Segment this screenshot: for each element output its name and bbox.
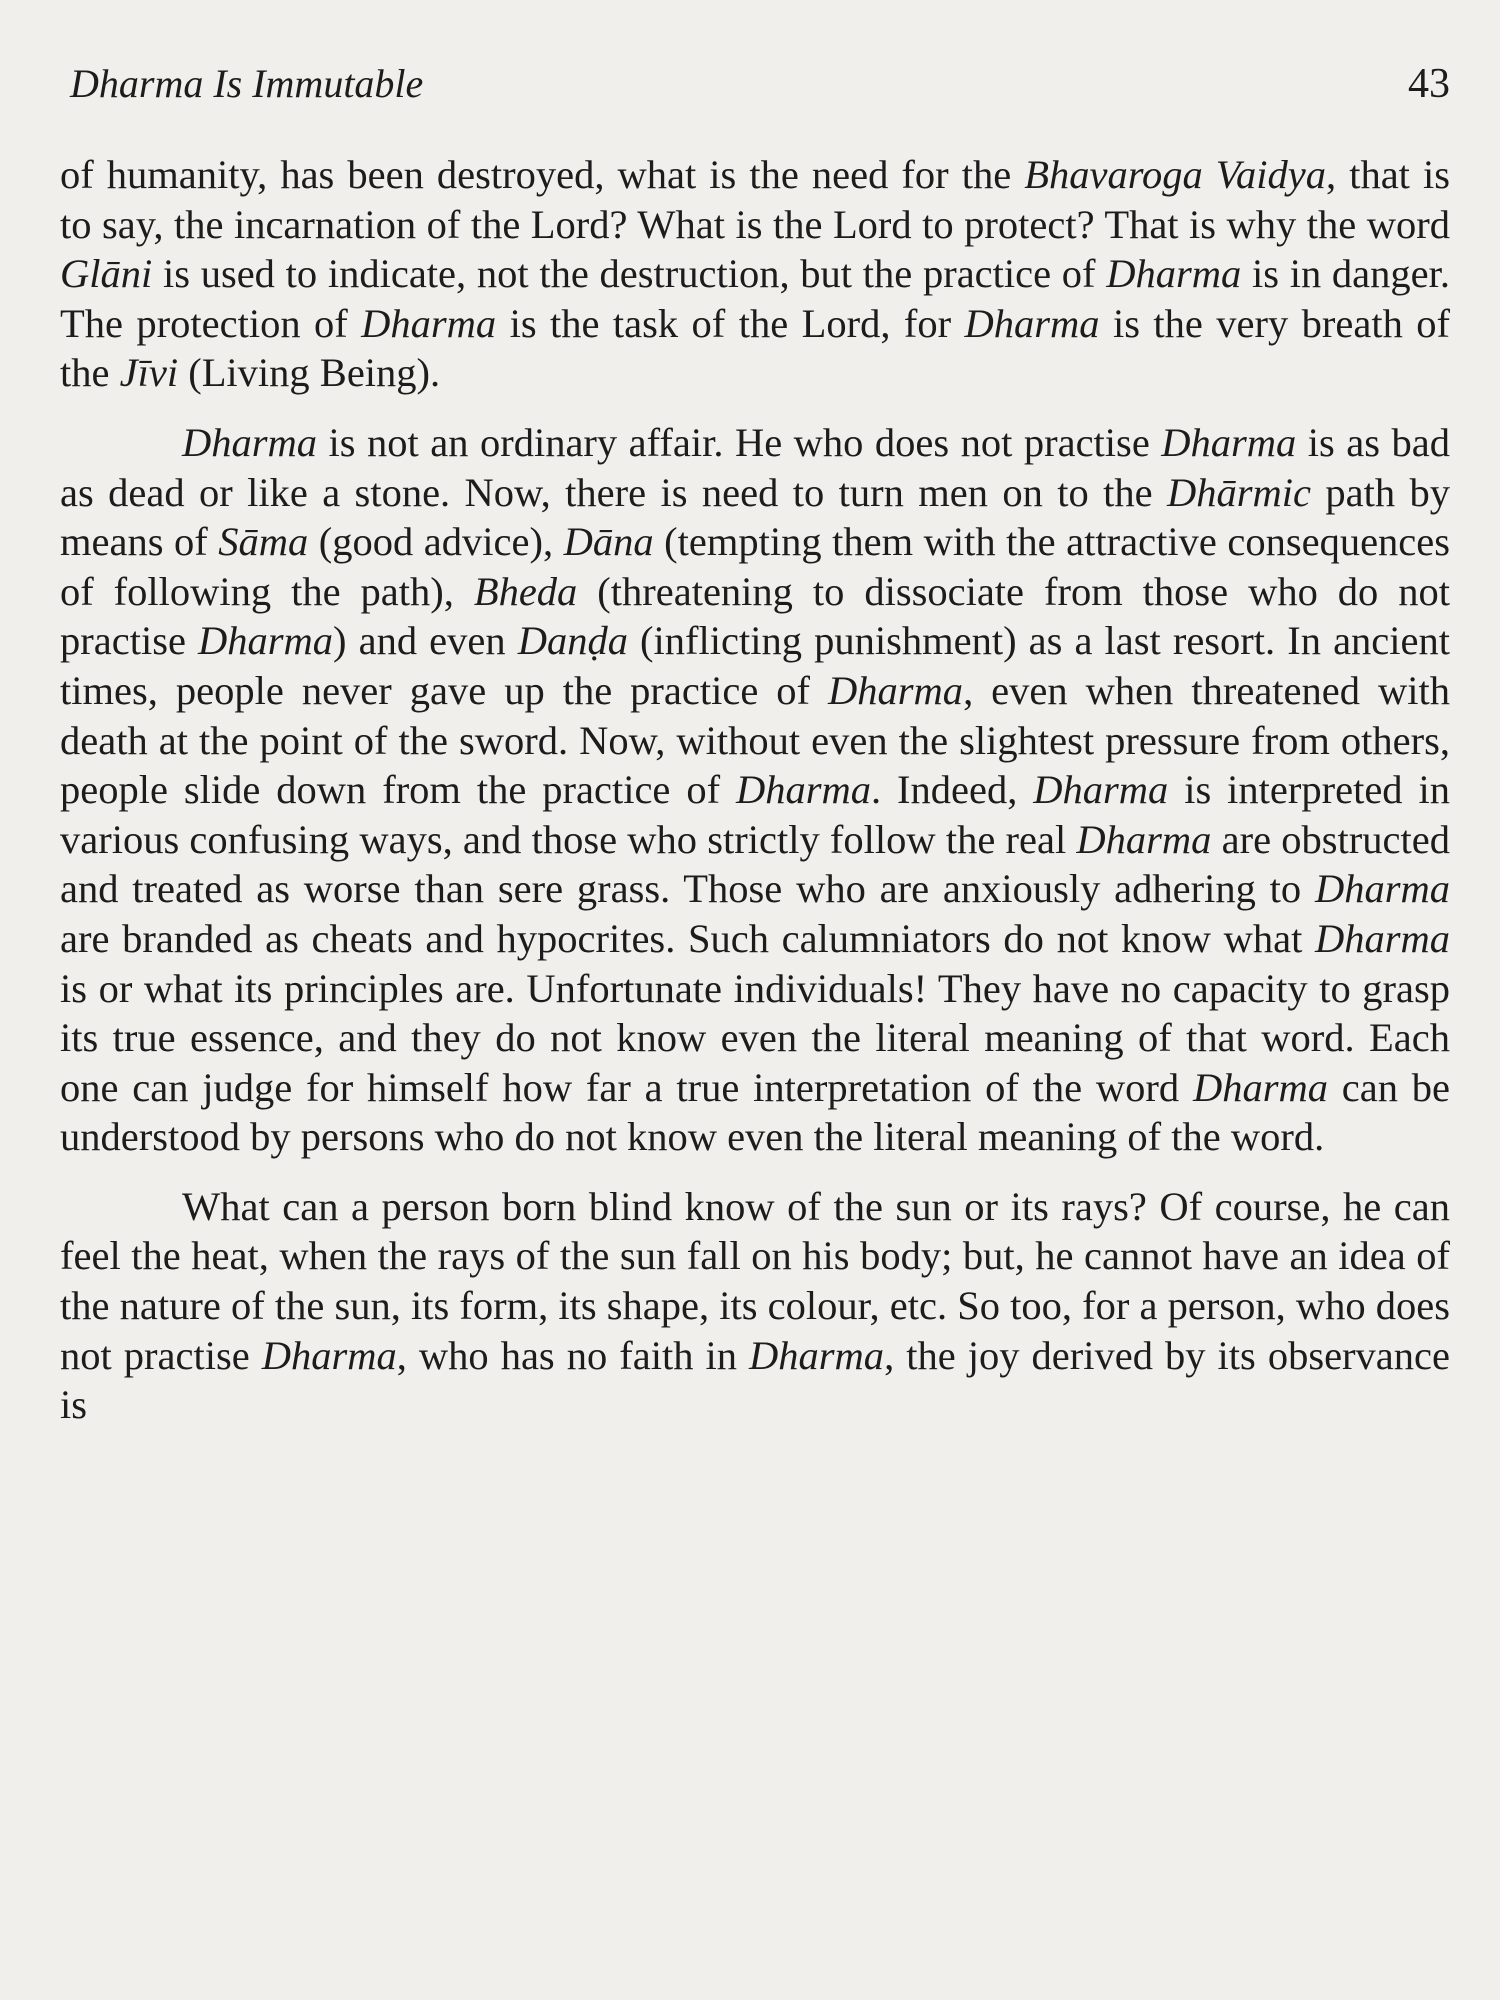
text-run: (Living Being). (178, 350, 441, 396)
text-run: , even when threatened with death at the point of the sword. Now, without even the slightest pressure from others, people slide down from the practice of (60, 667, 1450, 813)
italic-term: Jīvi (119, 350, 179, 396)
text-run: are branded as cheats and hypocrites. Such calumniators do not know what (60, 915, 1315, 961)
paragraph (60, 150, 1450, 398)
text-run: is the task of the Lord, for (496, 300, 965, 346)
italic-term: Dharma (182, 419, 318, 465)
italic-term: Dharma (1314, 915, 1450, 961)
italic-term: Sāma (218, 519, 309, 565)
text-run: (tempting them with the attractive consequences of following the path), (60, 519, 1451, 614)
text-run: is as bad as dead or like a stone. Now, there is need to turn men on to the (60, 419, 1451, 515)
italic-term: Dharma (1076, 816, 1212, 862)
body-text (60, 150, 1450, 1450)
italic-term: Dharma (749, 1332, 885, 1378)
italic-term: Dharma (198, 618, 334, 664)
text-run: , the joy derived by its observance is (60, 1332, 1450, 1428)
italic-term: Danḍa (517, 618, 628, 664)
running-head (70, 60, 1450, 108)
italic-term: Dharma (261, 1332, 397, 1378)
italic-term: Dāna (563, 519, 654, 565)
italic-term: Dharma (1161, 419, 1297, 465)
page-number: 43 (1408, 61, 1450, 107)
text-run: (threatening to dissociate from those who do not practise (60, 568, 1450, 664)
text-run: of humanity, has been destroyed, what is the need for the (60, 152, 1025, 197)
text-run: (inflicting punishment) as a last resort. In ancient times, people never gave up the practice of (60, 618, 1450, 713)
italic-term: Dharma (361, 300, 497, 346)
text-run: , who has no faith in (396, 1332, 750, 1378)
text-run: is in danger. The protection of (60, 251, 1450, 346)
text-run: (good advice), (308, 519, 564, 565)
italic-term: Dharma (1033, 767, 1169, 813)
text-run: is or what its principles are. Unfortunate individuals! They have no capacity to grasp its true essence, and they do not know even the literal meaning of that word. Each one can judge for himself how far a true interpretation of the word (60, 965, 1450, 1110)
italic-term: Bhavaroga Vaidya (1024, 152, 1327, 197)
italic-term: Dharma (1314, 866, 1450, 912)
text-run: is not an ordinary affair. He who does not practise (317, 419, 1162, 465)
italic-term: Dharma (1192, 1064, 1328, 1110)
text-run: What can a person born blind know of the sun or its rays? Of course, he can feel the heat, when the rays of the sun fall on his body; but, he cannot have an idea of the nature of the sun, its form, its shape, its colour, etc. So too, for a person, who does not practise (60, 1183, 1450, 1378)
running-title: Dharma Is Immutable (70, 61, 424, 106)
text-run: , that is to say, the incarnation of the Lord? What is the Lord to protect? That is why the word (60, 152, 1451, 247)
italic-term: Dharma (735, 767, 871, 813)
text-run: are obstructed and treated as worse than sere grass. Those who are anxiously adhering to (60, 816, 1450, 912)
italic-term: Glāni (60, 251, 153, 297)
italic-term: Dhārmic (1167, 469, 1311, 515)
italic-term: Dharma (964, 300, 1100, 346)
text-run: is used to indicate, not the destruction, but the practice of (152, 251, 1107, 297)
italic-term: Dharma (828, 667, 964, 713)
text-run: path by means of (60, 469, 1450, 565)
text-run: can be understood by persons who do not know even the literal meaning of the word. (60, 1064, 1451, 1160)
paragraph (60, 418, 1450, 1162)
text-run: ) and even (333, 618, 518, 664)
text-run: is interpreted in various confusing ways, and those who strictly follow the real (60, 767, 1450, 862)
paragraph (60, 1182, 1450, 1430)
text-run: . Indeed, (871, 767, 1034, 813)
italic-term: Dharma (1106, 251, 1242, 297)
italic-term: Bheda (473, 568, 578, 614)
text-run: is the very breath of the (60, 300, 1450, 396)
